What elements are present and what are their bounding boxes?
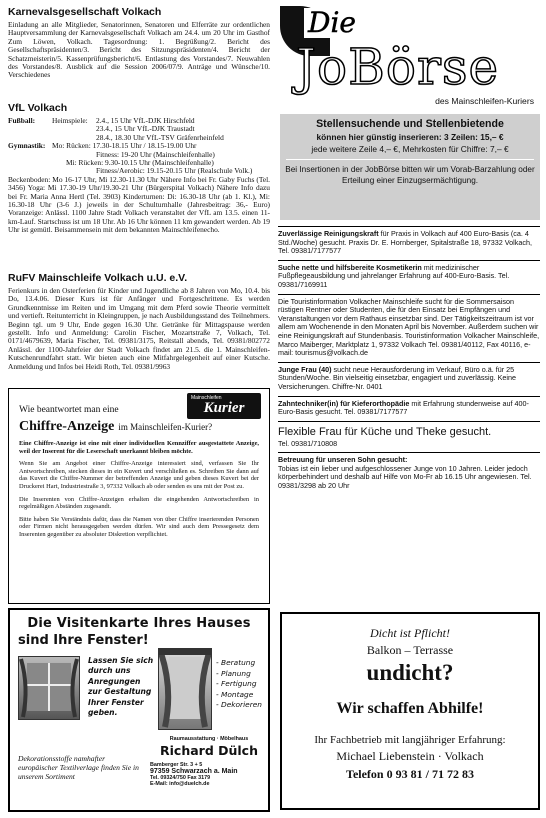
kurier-text: Kurier bbox=[203, 400, 245, 416]
company-city: 97359 Schwarzach a. Main bbox=[150, 768, 238, 775]
karneval-body: Einladung an alle Mitglieder, Senatorinnen, Senatoren und Elferräte zur ordentlichen Hauptversammlung der Karnevalsgesellschaft Volkach am 24.4. um 20 Uhr im Gasthof Zum Löwen, Volkach. Tagesordnung: 1. Begrüßung/2. Bericht des Gesellschaftspräsidenten/3. Bericht des Sitzungspräsidenten/4. Bericht der Schatzmeisterin/5. Kassenprüfungsbericht/6. Entlastung des Vorstandes/7. Neuwahlen des Vorstandes/8. Ausblick auf die Session 2006/07/9. Anträge und Wünsche/10. Verschiedenes bbox=[8, 20, 270, 80]
visiten-title1: Die Visitenkarte Ihres Hauses bbox=[27, 616, 251, 631]
curtain-art bbox=[159, 649, 211, 729]
visitenkarte-ad bbox=[8, 608, 270, 812]
bullet: - Fertigung bbox=[216, 679, 257, 689]
rufv-body: Ferienkurs in den Osterferien für Kinder und Jugendliche ab 8 Jahren von Mo, 10.4. bis Do, 13.4.06. Dieser Kurs ist für Anfänger und Fortgeschrittene. Es werden Grundkenntnisse im Reiten und im Umgang mit dem Pferd sowie Theorie vermittelt und vertieft. Reitunterricht in Kleingruppen, je nach Ausbildungsstand des Teilnehmers. Beginn tgl. um 9 Uhr, Ende gegen 16.30 Uhr. Getränke für Mittagspause werden gestellt. Info und Anmeldung: Carolin Fischer, Mozartstraße 7, Volkach, Tel. 0171/4679639, Maria Fischer, Tel. 09381/3175, Reitstall abends, Tel. 09381/802772 Anlässl. der 1100-Jahrfeier der Stadt Volkach findet am 21.5. die 1. Mainschleifen-Kutschenrundfahrt statt. Wir bieten auch eine Mitfahrgelegenheit auf einer Kutsche. Anmeldung und Infos bei Heidi Roth, Tel. 09381/9963 bbox=[8, 286, 270, 371]
company-name: Richard Dülch bbox=[160, 743, 258, 758]
logo-die: Die bbox=[304, 8, 360, 38]
chiffre-p3: Die Inserenten von Chiffre-Anzeigen erhalten die eingehenden Antwortschreiben in regelmäßigen Abständen zugesandt. bbox=[19, 495, 259, 511]
divider bbox=[278, 421, 540, 422]
gym-line: Fitness: 19-20 Uhr (Mainschleifenhalle) bbox=[96, 149, 215, 159]
visiten-line: zur Gestaltung bbox=[88, 687, 152, 697]
undicht-l6: Michael Liebenstein · Volkach bbox=[336, 749, 484, 763]
visiten-deko: Dekorationsstoffe namhafter europäischer Textilverlage finden Sie in unserem Sortiment bbox=[18, 754, 139, 782]
kurier-small: Mainschleifen bbox=[191, 395, 222, 401]
divider bbox=[278, 260, 540, 261]
visiten-line: durch uns bbox=[88, 666, 131, 676]
fussball-intro: Heimspiele: bbox=[52, 116, 88, 125]
window-photo-right bbox=[158, 648, 212, 730]
gym-label: Gymnastik: bbox=[8, 141, 46, 151]
chiffre-title-rest: im Mainschleifen-Kurier? bbox=[118, 422, 213, 432]
divider bbox=[278, 452, 540, 453]
job-ad bbox=[278, 400, 540, 417]
logo-sub: des Mainschleifen-Kuriers bbox=[435, 96, 534, 106]
chiffre-title: Chiffre-Anzeige bbox=[19, 419, 115, 434]
job-ad bbox=[278, 264, 540, 290]
undicht-ad bbox=[280, 612, 540, 810]
visiten-line: Anregungen bbox=[88, 676, 141, 686]
job-ad-lead: Zahntechniker(in) für Kieferorthopädie bbox=[278, 398, 410, 408]
gym-line: Mi: Rücken: 9.30-10.15 Uhr (Mainschleifenhalle) bbox=[66, 158, 214, 168]
job-ad-lead: Suche nette und hilfsbereite Kosmetikerin bbox=[278, 262, 422, 272]
banner-line2: jede weitere Zeile 4,– €, Mehrkosten für Chiffre: 7,– € bbox=[311, 144, 509, 154]
job-ad bbox=[278, 366, 540, 392]
undicht-l5: Ihr Fachbetrieb mit langjähriger Erfahrung: bbox=[314, 734, 506, 746]
chiffre-lead: Wie beantwortet man eine bbox=[19, 405, 119, 415]
bullet: - Beratung bbox=[216, 658, 256, 667]
bullet: - Dekorieren bbox=[216, 700, 262, 710]
duelch-company bbox=[150, 736, 268, 787]
fussball-line: 28.4., 18.30 Uhr VfL-TSV Gräfenrheinfeld bbox=[96, 132, 224, 142]
job-ad-text: mit Erfahrung stundenweise auf 400-Euro-Basis gesucht. Tel. 09381/7177577 bbox=[278, 398, 529, 417]
job-ad-lead: Zuverlässige Reinigungskraft bbox=[278, 229, 379, 238]
banner-divider bbox=[286, 159, 534, 160]
chiffre-p1: Eine Chiffre-Anzeige ist eine mit einer individuellen Kennziffer ausgestattete Anzeige, weil der Inserent für die Leserschaft unerkannt bleiben möchte. bbox=[19, 440, 259, 455]
rufv-title: RuFV Mainschleife Volkach u.U. e.V. bbox=[8, 272, 188, 284]
job-ads bbox=[278, 226, 540, 491]
visiten-line: geben. bbox=[88, 708, 118, 718]
company-small: Raumausstattung · Möbelhaus bbox=[169, 736, 249, 742]
visiten-line: Ihrer Fenster bbox=[88, 697, 144, 707]
undicht-l4: Wir schaffen Abhilfe! bbox=[336, 700, 484, 717]
company-mail: E-Mail: info@duelch.de bbox=[150, 781, 210, 787]
job-ad-text: sucht neue Herausforderung im Verkauf, Büro o.ä. für 25 Stunden/Woche. Bin vielseitig einsetzbar, engagiert und zuverlässig. Keine Versicherungen. Chiffre-Nr. 0401 bbox=[278, 364, 516, 391]
bullet: - Montage bbox=[216, 689, 254, 699]
job-ad-text: Die Touristinformation Volkacher Mainschleife sucht für die Sommersaison rüstigen Rentner oder Studenten, die für den Einsatz bei Empfängen und Veranstaltungen vor dem Rathaus einsetzbar sind. Der Tätigkeitszeitraum ist vor allem am Wochenende in den Monaten April bis November. Außerdem suchen wir eine Reinigungskraft auf Stundenbasis. Touristinformation Volkacher Mainschleife, Marco Maiberger, Marktplatz 1, 97332 Volkach Tel. 09381/40112, Fax 40116, e-mail: tourismus@volkach.de bbox=[278, 296, 540, 358]
job-ad-text: Tobias ist ein lieber und aufgeschlossener Junge von 10 Jahren. Leider jedoch körperbehindert und deshalb auf Hilfe von Mo-Fr ab 16.15 Uhr angewiesen. Tel. 09381/3298 ab 20 Uhr bbox=[278, 463, 532, 491]
company-tel: Tel. 09324/750 Fax 3179 bbox=[150, 775, 211, 781]
fussball-line: 2.4., 15 Uhr VfL-DJK Hirschfeld bbox=[96, 116, 195, 125]
vfl-rest: Beckenboden: Mo 16-17 Uhr, Mi 12.30-11.30 Uhr Nähere Info bei Fr. Gaby Fuchs (Tel. 3456) Yoga: Mi 17.30-19 Uhr/19.30-21 Uhr (Bürgerspital Volkach) Nähere Info dazu bei Fr. Maria Anna Hertl (Tel. 3903) Kinderturnen: Di: 16.30-18 Uhr (ab 1. Kl.), Mi: 16.30-18 Uhr (3-6 J.) jeweils in der Schulturnhalle (Jahresbeitrag: 36,- Euro) Voranzeige: Anlässl. 1100 Jahre Stadt Volkach veranstaltet der VfL am 13.5. einen 11-km-Lauf. Startschuss ist um 18 Uhr. Ab 16 Uhr können 11 km gewandert werden. Ab 19 Uhr ist gemütl. Beisammensein mit dem bekannten Mainschleifenecho. bbox=[8, 174, 270, 235]
banner-line3: Bei Insertionen in der JobBörse bitten wir um Vorab-Barzahlung oder Erteilung einer Einzugsermächtigung. bbox=[285, 165, 535, 186]
visiten-line: Lassen Sie sich bbox=[88, 656, 154, 665]
logo-main: JoBörse bbox=[296, 38, 500, 96]
rufv-section bbox=[8, 272, 270, 371]
vfl-title: VfL Volkach bbox=[8, 102, 68, 114]
gym-line: Mo: Rücken: 17.30-18.15 Uhr / 18.15-19.00 Uhr bbox=[52, 141, 197, 151]
job-ad-lead: Junge Frau (40) bbox=[278, 364, 332, 374]
undicht-l3: undicht? bbox=[366, 660, 454, 685]
divider bbox=[278, 362, 540, 363]
window-photo-left bbox=[18, 656, 80, 720]
gym-line: Fitness/Aerobic: 19.15-20.15 Uhr (Realschule Volk.) bbox=[96, 166, 253, 176]
visiten-text bbox=[88, 656, 153, 718]
banner-line1: können hier günstig inserieren: 3 Zeilen: 15,– € bbox=[316, 132, 504, 142]
karneval-section bbox=[8, 6, 270, 80]
karneval-title: Karnevalsgesellschaft Volkach bbox=[8, 6, 162, 18]
divider bbox=[278, 294, 540, 295]
fussball-line: 23.4., 15 Uhr VfL-DJK Traustadt bbox=[96, 124, 195, 134]
banner-title: Stellensuchende und Stellenbietende bbox=[316, 118, 504, 130]
vfl-section bbox=[8, 102, 270, 235]
visiten-title2: sind Ihre Fenster! bbox=[18, 633, 149, 648]
job-ad-headline: Flexible Frau für Küche und Theke gesucht. bbox=[278, 425, 492, 438]
job-ad-text: mit medizinischer Fußpflegeausbildung und jahrelanger Erfahrung auf 400-Euro-Basis. Tel. 09381/7169911 bbox=[278, 262, 510, 289]
fussball-label: Fußball: bbox=[8, 116, 36, 125]
company-street: Bamberger Str. 3 + 5 bbox=[150, 762, 203, 768]
jobboerse-logo bbox=[278, 6, 540, 110]
job-ad bbox=[278, 298, 540, 358]
job-ad-lead: Betreuung für unseren Sohn gesucht: bbox=[278, 455, 408, 465]
undicht-l7: Telefon 0 93 81 / 71 72 83 bbox=[346, 767, 474, 781]
undicht-l2: Balkon – Terrasse bbox=[366, 643, 454, 657]
undicht-l1: Dicht ist Pflicht! bbox=[370, 626, 450, 640]
chiffre-p2: Wenn Sie am Angebot einer Chiffre-Anzeige interessiert sind, verfassen Sie Ihr Antwortschreiben, stecken dieses in ein Kuvert und verschließen es. Schreiben Sie dann auf das Kuvert die Chiffre-Nummer der betreffenden Anzeige und geben dieses Kuvert bei der Druckerei Hart, Industriestraße 3, 97332 Volkach ab oder senden es uns mit der Post zu. bbox=[19, 460, 259, 490]
window-photo-art bbox=[19, 657, 79, 719]
bullet: - Planung bbox=[216, 668, 251, 678]
jobboerse-banner bbox=[280, 114, 540, 220]
kurier-logo bbox=[187, 393, 261, 419]
visiten-bullets bbox=[216, 658, 262, 711]
chiffre-ad bbox=[8, 388, 270, 604]
chiffre-p4: Bitte haben Sie Verständnis dafür, dass die Namen von über Chiffre inserierenden Personen oder Firmen nicht herausgegeben werden dürfen. Wir sind auch dem Pressegesetz dem Inserenten gegenüber zu absoluter Diskretion verpflichtet. bbox=[19, 515, 259, 538]
divider bbox=[278, 396, 540, 397]
job-ad-text: Tel. 09381/710808 bbox=[278, 438, 338, 448]
job-ad bbox=[278, 230, 540, 256]
vfl-fussball bbox=[8, 117, 270, 235]
divider bbox=[278, 226, 540, 227]
job-ad-text: für Praxis in Volkach auf 400 Euro-Basis (ca. 4 Std./Woche) gesucht. Praxis Dr. E. Hornberger, Spitalstraße 18, 97332 Volkach, Tel. 09381/7177577 bbox=[278, 229, 532, 256]
